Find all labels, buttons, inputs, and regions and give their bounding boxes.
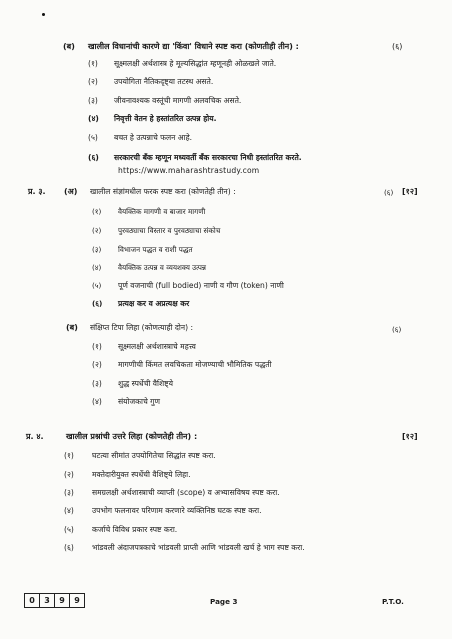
code-digit: 0 (24, 593, 40, 608)
q4-item-2-text: मक्तेदारीयुक्त स्पर्धेची वैशिष्ट्ये लिहा. (92, 470, 191, 479)
q3b-item-1-num: (१) (92, 342, 102, 351)
q3b-item-2-text: मागणीची किंमत लवचिकता मोजण्याची भौमितिक पद्धती (118, 360, 272, 369)
q3-part-a-label: (अ) (64, 187, 78, 196)
q3-marks-a: (६) (384, 188, 394, 197)
q3b-item-4-text: संयोजकाचे गुण (118, 397, 160, 406)
q3b-item-2-num: (२) (92, 360, 102, 369)
b1-item-4-text: निवृत्ती वेतन हे हस्तांतरित उत्पन्न होय. (114, 114, 217, 123)
paper-code-box (25, 593, 85, 608)
q4-item-1-num: (१) (64, 451, 74, 460)
b1-item-2-text: उपयोगिता नैतिकदृष्ट्या तटस्थ असते. (114, 77, 214, 86)
q4-item-3-num: (३) (64, 488, 74, 497)
q3a-item-6-text: प्रत्यक्ष कर व अप्रत्यक्ष कर (118, 299, 190, 308)
q4-number: प्र. ४. (26, 432, 44, 441)
q4-total-marks: [१२] (402, 432, 418, 441)
q4-item-2-num: (२) (64, 470, 74, 479)
page-number: Page 3 (210, 597, 238, 606)
q3a-item-3-text: विभाजन पद्धत व राशी पद्धत (118, 245, 193, 254)
q3a-item-2-text: पुरवठ्याचा विस्तार व पुरवठ्याचा संकोच (118, 226, 221, 235)
b1-item-2-num: (२) (88, 77, 98, 86)
b1-item-5-text: बचत हे उत्पन्नाचे फलन आहे. (114, 133, 193, 142)
q4-heading: खालील प्रश्नांची उत्तरे लिहा (कोणतेही तीन) : (66, 432, 198, 441)
section-b1-heading: खालील विधानांची कारणे द्या 'किंवा' विधाने स्पष्ट करा (कोणतीही तीन) : (88, 42, 299, 51)
q3-number: प्र. ३. (28, 187, 46, 196)
q4-item-6-text: भांडवली अंदाजपत्रकाचे भांडवली प्राप्ती आणि भांडवली खर्च हे भाग स्पष्ट करा. (92, 543, 305, 552)
b1-item-3-text: जीवनावश्यक वस्तूंची मागणी अलवचिक असते. (114, 96, 242, 105)
code-digit: 9 (69, 593, 85, 608)
q3b-item-3-num: (३) (92, 379, 102, 388)
q4-item-3-text: समग्रलक्षी अर्थशास्त्राची व्याप्ती (scope) व अभ्यासविषय स्पष्ट करा. (92, 488, 280, 497)
q4-item-4-text: उपभोग फलनावर परिणाम करणारे व्यक्तिनिष्ठ घटक स्पष्ट करा. (92, 506, 262, 515)
q4-item-6-num: (६) (64, 543, 74, 552)
q4-item-5-num: (५) (64, 525, 74, 534)
q3a-item-5-num: (५) (92, 281, 102, 290)
q3-total-marks: [१२] (402, 187, 418, 196)
b1-item-1-text: सूक्ष्मलक्षी अर्थशास्त्र हे मूल्यसिद्धांत म्हणूनही ओळखले जाते. (114, 59, 277, 68)
pto-label: P.T.O. (382, 597, 404, 606)
b1-item-6-text: सरकारची बँक म्हणून मध्यवर्ती बँक सरकारचा निधी हस्तांतरित करते. (114, 153, 302, 162)
q3b-item-3-text: शुद्ध स्पर्धेची वैशिष्ट्ये (118, 379, 173, 388)
b1-item-1-num: (१) (88, 59, 98, 68)
code-digit: 3 (39, 593, 55, 608)
top-dot (42, 13, 45, 16)
b1-item-4-num: (४) (88, 114, 99, 123)
q4-item-4-num: (४) (64, 506, 74, 515)
q3a-item-2-num: (२) (92, 226, 102, 235)
section-b1-label: (ब) (63, 42, 75, 51)
q3a-item-4-text: वैयक्तिक उत्पन्न व व्ययशक्य उत्पन्न (118, 263, 207, 272)
section-b1-marks: (६) (392, 42, 403, 51)
q4-item-5-text: कर्जाचे विविध प्रकार स्पष्ट करा. (92, 525, 178, 534)
b1-item-5-num: (५) (88, 133, 98, 142)
q3a-item-6-num: (६) (92, 299, 103, 308)
q3-marks-b: (६) (392, 325, 402, 334)
website-url: https://www.maharashtrastudy.com (118, 166, 260, 175)
q4-item-1-text: घटत्या सीमांत उपयोगितेचा सिद्धांत स्पष्ट करा. (92, 451, 216, 460)
q3a-item-3-num: (३) (92, 245, 102, 254)
q3a-item-1-text: वैयक्तिक मागणी व बाजार मागणी (118, 207, 206, 216)
b1-item-3-num: (३) (88, 96, 98, 105)
q3-part-a-heading: खालील संज्ञांमधील फरक स्पष्ट करा (कोणतेही तीन) : (90, 187, 236, 196)
q3b-item-4-num: (४) (92, 397, 102, 406)
q3b-item-1-text: सूक्ष्मलक्षी अर्थशास्त्राचे महत्त्व (118, 342, 196, 351)
q3-part-b-label: (ब) (66, 323, 78, 332)
q3a-item-4-num: (४) (92, 263, 102, 272)
q3a-item-5-text: पूर्ण वजनाची (full bodied) नाणी व गौण (token) नाणी (118, 281, 284, 290)
b1-item-6-num: (६) (88, 153, 99, 162)
q3-part-b-heading: संक्षिप्त टिपा लिहा (कोणत्याही दोन) : (90, 323, 194, 332)
q3a-item-1-num: (१) (92, 207, 102, 216)
code-digit: 9 (54, 593, 70, 608)
